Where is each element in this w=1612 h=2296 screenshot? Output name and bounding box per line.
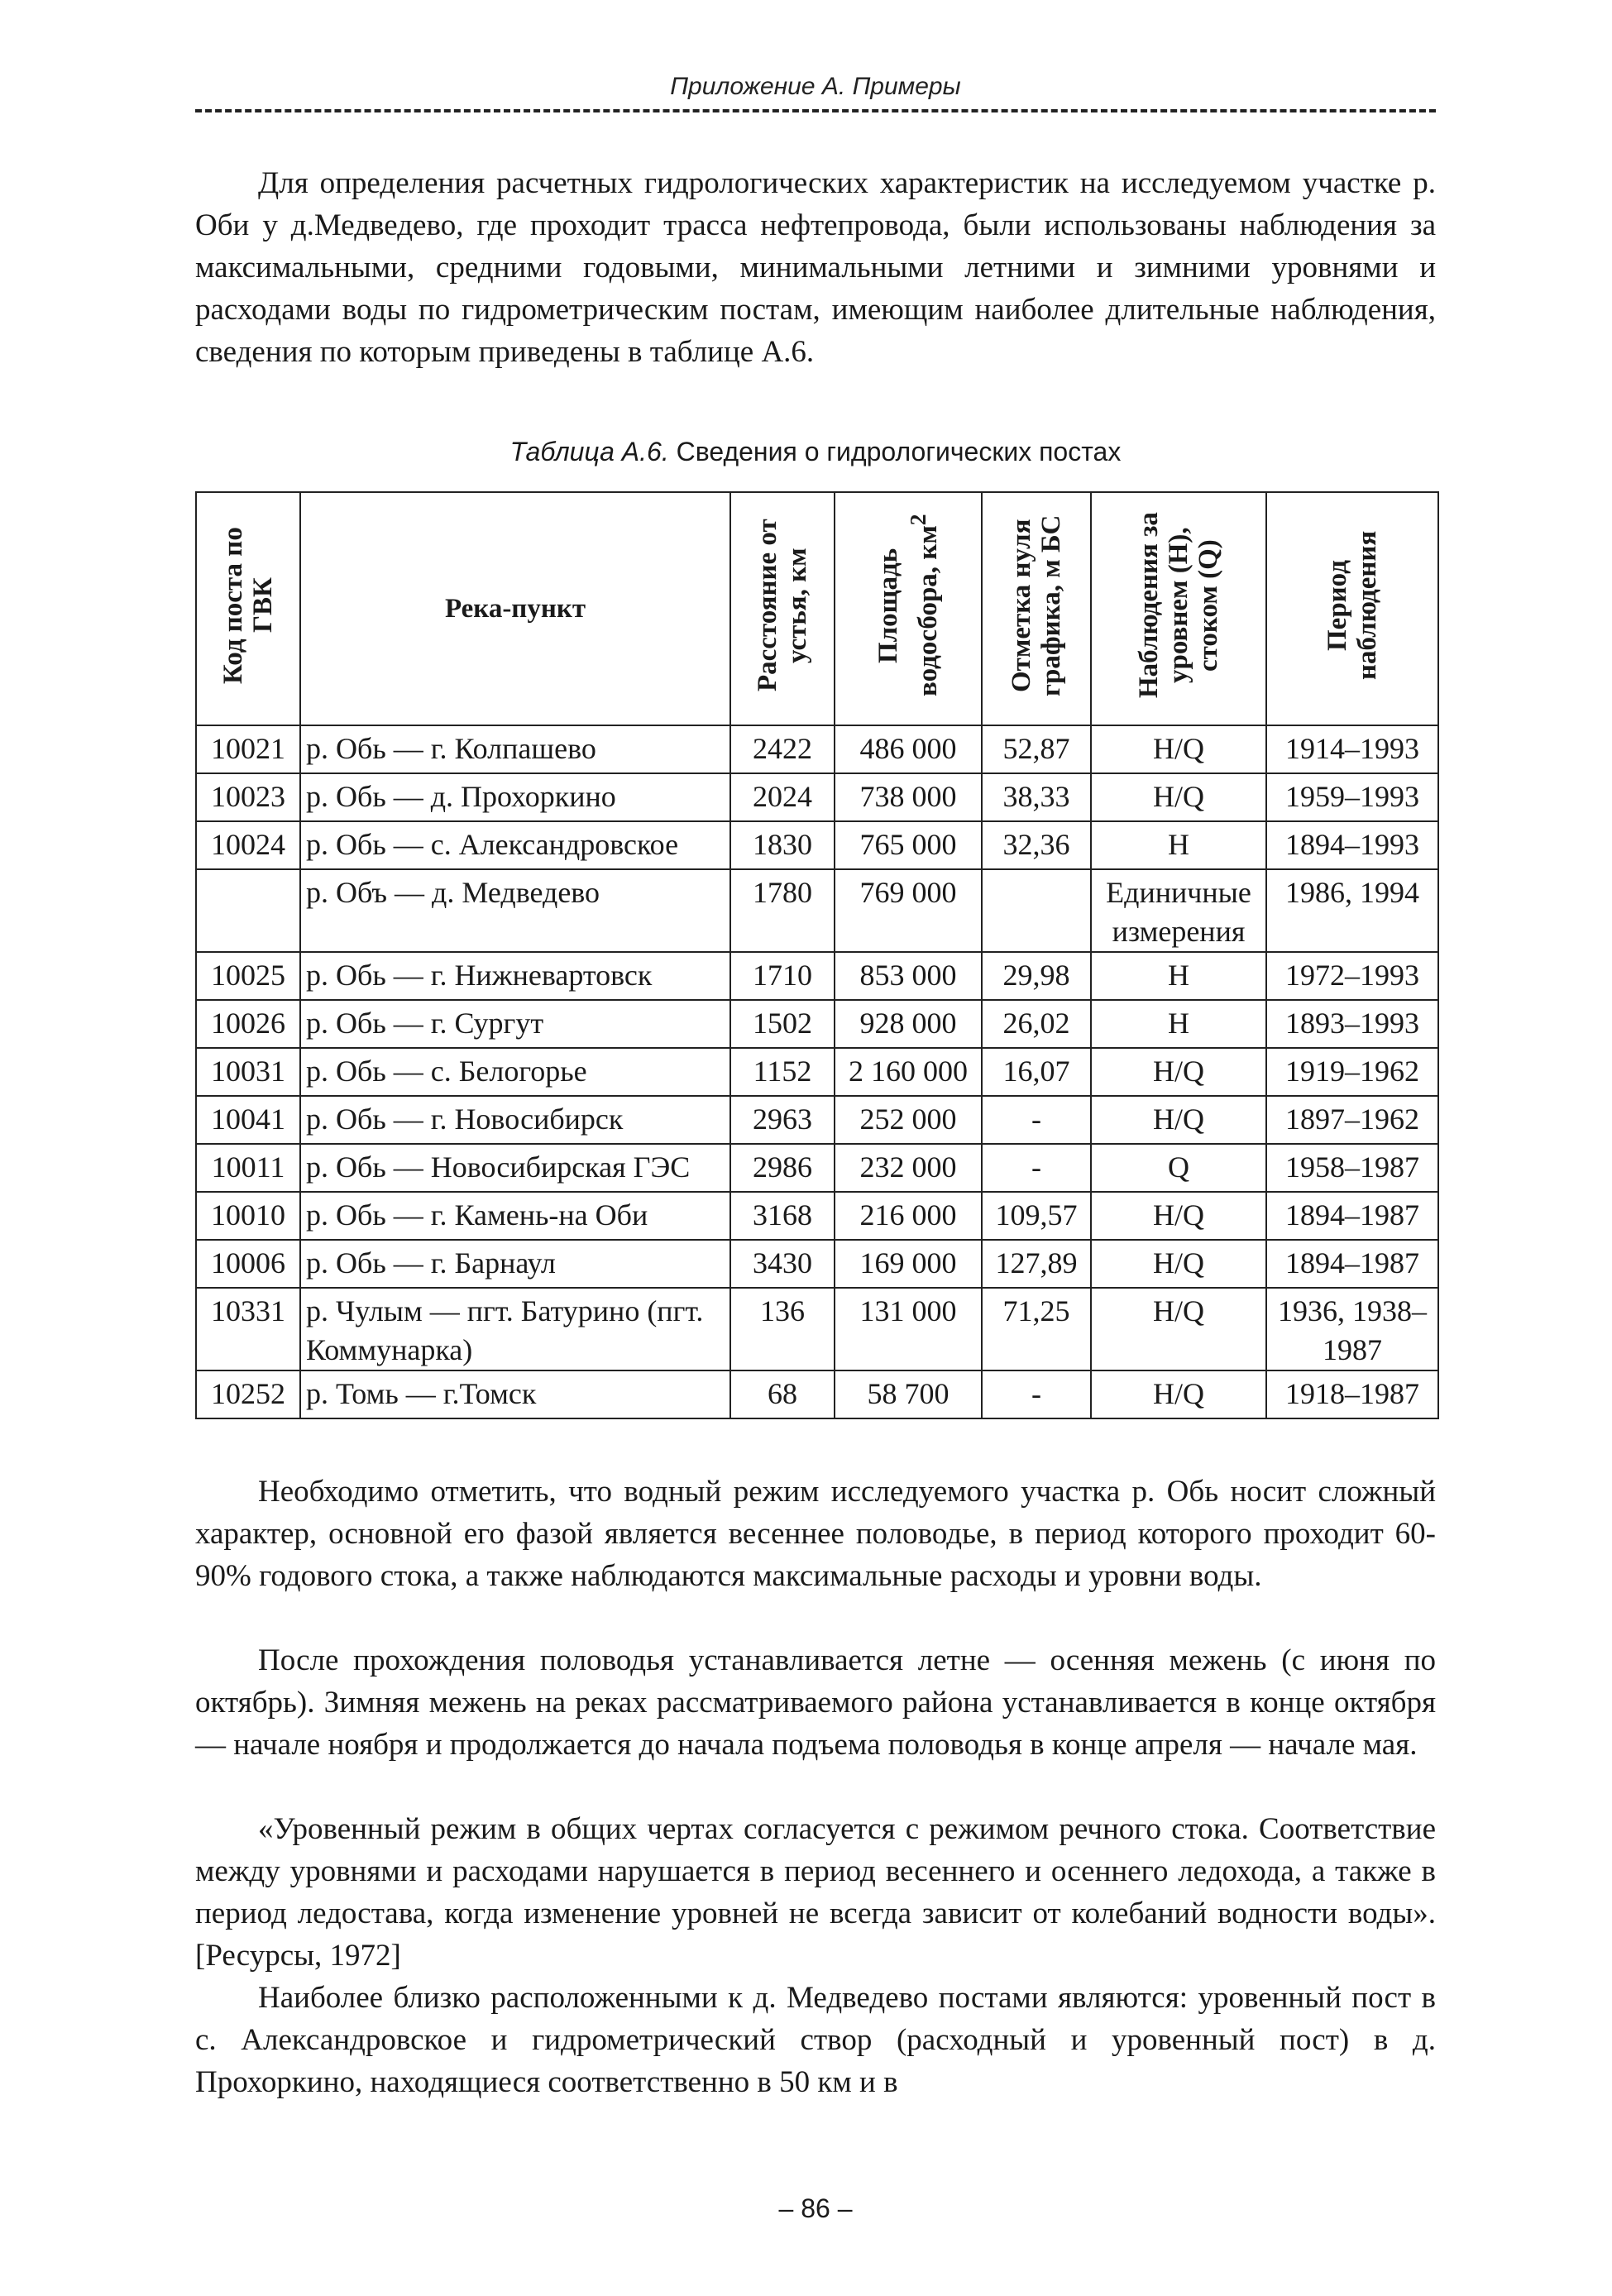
cell-river: р. Обь — г. Барнаул [300,1240,730,1288]
table-row [196,1288,1438,1370]
cell-river: р. Обь — г. Нижневартовск [300,952,730,1000]
cell-zero: - [982,1144,1091,1192]
table-row [196,869,1438,952]
cell-period: 1918–1987 [1266,1370,1438,1418]
cell-code: 10010 [196,1192,300,1240]
cell-area: 169 000 [835,1240,982,1288]
header-period: Период наблюдения [1266,492,1438,725]
cell-zero: - [982,1096,1091,1144]
cell-code: 10026 [196,1000,300,1048]
cell-distance: 2024 [730,773,835,821]
cell-code: 10331 [196,1288,300,1370]
cell-observations: H/Q [1091,1370,1266,1418]
cell-period: 1894–1987 [1266,1192,1438,1240]
cell-distance: 1152 [730,1048,835,1096]
cell-area: 765 000 [835,821,982,869]
cell-code: 10023 [196,773,300,821]
paragraph-nearest-posts: Наиболее близко расположенными к д. Медведево постами являются: уровенный пост в с. Александровское и гидрометрический створ (расходный и уровенный пост) в д. Прохоркино, находящиеся соответственно в 50 км и в [195,1981,1436,2099]
table-caption-text: Сведения о гидрологических постах [676,437,1122,466]
cell-river: р. Томь — г.Томск [300,1370,730,1418]
cell-period: 1897–1962 [1266,1096,1438,1144]
cell-area: 738 000 [835,773,982,821]
table-caption [195,437,1436,467]
table-row [196,821,1438,869]
header-rule [195,109,1436,112]
cell-area: 131 000 [835,1288,982,1370]
header-zero: Отметка нуля графика, м БС [982,492,1091,725]
cell-distance: 1780 [730,869,835,952]
cell-zero: 71,25 [982,1288,1091,1370]
header-distance: Расстояние от устья, км [730,492,835,725]
cell-period: 1893–1993 [1266,1000,1438,1048]
cell-period: 1894–1987 [1266,1240,1438,1288]
cell-zero: 29,98 [982,952,1091,1000]
cell-period: 1936, 1938–1987 [1266,1288,1438,1370]
cell-code [196,869,300,952]
table-row [196,1000,1438,1048]
table-row [196,1048,1438,1096]
cell-period: 1914–1993 [1266,725,1438,773]
cell-period: 1959–1993 [1266,773,1438,821]
table-row [196,1240,1438,1288]
cell-distance: 68 [730,1370,835,1418]
header-area: Площадь водосбора, $км^2$ [835,492,982,725]
cell-distance: 2986 [730,1144,835,1192]
cell-observations: Q [1091,1144,1266,1192]
table-header-row [196,492,1438,725]
table-body [196,725,1438,1418]
cell-river: р. Обь — г. Новосибирск [300,1096,730,1144]
cell-zero: 32,36 [982,821,1091,869]
cell-zero: 38,33 [982,773,1091,821]
cell-river: р. Объ — д. Медведево [300,869,730,952]
cell-area: 2 160 000 [835,1048,982,1096]
table-row [196,1096,1438,1144]
cell-area: 928 000 [835,1000,982,1048]
cell-code: 10006 [196,1240,300,1288]
cell-observations: Единичные измерения [1091,869,1266,952]
cell-code: 10041 [196,1096,300,1144]
cell-distance: 1502 [730,1000,835,1048]
paragraph-low-water: После прохождения половодья устанавливается летне — осенняя межень (с июня по октябрь). Зимняя межень на реках рассматриваемого района устанавливается в конце октября — начале ноября и продолжается до начала подъема половодья в конце апреля — начале мая. [195,1643,1436,1762]
cell-code: 10011 [196,1144,300,1192]
table-row [196,952,1438,1000]
cell-river: р. Обь — с. Белогорье [300,1048,730,1096]
cell-distance: 3168 [730,1192,835,1240]
cell-zero: 26,02 [982,1000,1091,1048]
cell-observations: H [1091,821,1266,869]
table-row [196,1144,1438,1192]
cell-river: р. Обь — г. Сургут [300,1000,730,1048]
cell-zero: 52,87 [982,725,1091,773]
cell-observations: H [1091,1000,1266,1048]
cell-period: 1958–1987 [1266,1144,1438,1192]
cell-zero: 109,57 [982,1192,1091,1240]
cell-area: 216 000 [835,1192,982,1240]
cell-observations: H/Q [1091,725,1266,773]
cell-period: 1919–1962 [1266,1048,1438,1096]
cell-zero: - [982,1370,1091,1418]
cell-area: 252 000 [835,1096,982,1144]
running-head: Приложение А. Примеры [670,73,961,100]
cell-distance: 2422 [730,725,835,773]
cell-code: 10021 [196,725,300,773]
header-code: Код поста по ГВК [196,492,300,725]
page-number: – 86 – [778,2193,853,2223]
cell-period: 1986, 1994 [1266,869,1438,952]
cell-river: р. Обь — с. Александровское [300,821,730,869]
table-row [196,773,1438,821]
cell-period: 1972–1993 [1266,952,1438,1000]
cell-river: р. Чулым — пгт. Батурино (пгт. Коммунарка) [300,1288,730,1370]
table-row [196,1370,1438,1418]
cell-observations: H/Q [1091,773,1266,821]
cell-zero: 16,07 [982,1048,1091,1096]
paragraph-intro: Для определения расчетных гидрологических характеристик на исследуемом участке р. Оби у д.Медведево, где проходит трасса нефтепровода, были использованы наблюдения за максимальными, средними годовыми, минимальными летними и зимними уровнями и расходами воды по гидрометрическим постам, имеющим наиболее длительные наблюдения, сведения по которым приведены в таблице А.6. [195,166,1436,369]
table-row [196,725,1438,773]
cell-observations: H [1091,952,1266,1000]
cell-zero [982,869,1091,952]
table-row [196,1192,1438,1240]
cell-observations: H/Q [1091,1048,1266,1096]
cell-observations: H/Q [1091,1240,1266,1288]
cell-river: р. Обь — г. Колпашево [300,725,730,773]
header-river: Река-пункт [300,492,730,725]
cell-zero: 127,89 [982,1240,1091,1288]
cell-code: 10252 [196,1370,300,1418]
cell-period: 1894–1993 [1266,821,1438,869]
cell-area: 58 700 [835,1370,982,1418]
cell-code: 10025 [196,952,300,1000]
paragraph-water-regime: Необходимо отметить, что водный режим исследуемого участка р. Обь носит сложный характер, основной его фазой является весеннее половодье, в период которого проходит 60-90% годового стока, а также наблюдаются максимальные расходы и уровни воды. [195,1475,1436,1593]
cell-area: 232 000 [835,1144,982,1192]
cell-distance: 136 [730,1288,835,1370]
cell-observations: H/Q [1091,1288,1266,1370]
cell-code: 10024 [196,821,300,869]
cell-area: 769 000 [835,869,982,952]
cell-area: 486 000 [835,725,982,773]
cell-distance: 1830 [730,821,835,869]
cell-code: 10031 [196,1048,300,1096]
header-observations: Наблюдения за уровнем (H), стоком (Q) [1091,492,1266,725]
cell-area: 853 000 [835,952,982,1000]
cell-distance: 1710 [730,952,835,1000]
table-caption-label: Таблица А.6. [509,437,669,466]
cell-observations: H/Q [1091,1192,1266,1240]
cell-distance: 2963 [730,1096,835,1144]
cell-river: р. Обь — Новосибирская ГЭС [300,1144,730,1192]
cell-river: р. Обь — г. Камень-на Оби [300,1192,730,1240]
cell-river: р. Обь — д. Прохоркино [300,773,730,821]
gauge-stations-table [195,491,1439,1419]
cell-distance: 3430 [730,1240,835,1288]
cell-observations: H/Q [1091,1096,1266,1144]
paragraph-level-regime: «Уровенный режим в общих чертах согласуется с режимом речного стока. Соответствие между уровнями и расходами нарушается в период весеннего и осеннего ледохода, а также в период ледостава, когда изменение уровней не всегда зависит от колебаний водности воды». [Ресурсы, 1972] [195,1812,1436,1973]
